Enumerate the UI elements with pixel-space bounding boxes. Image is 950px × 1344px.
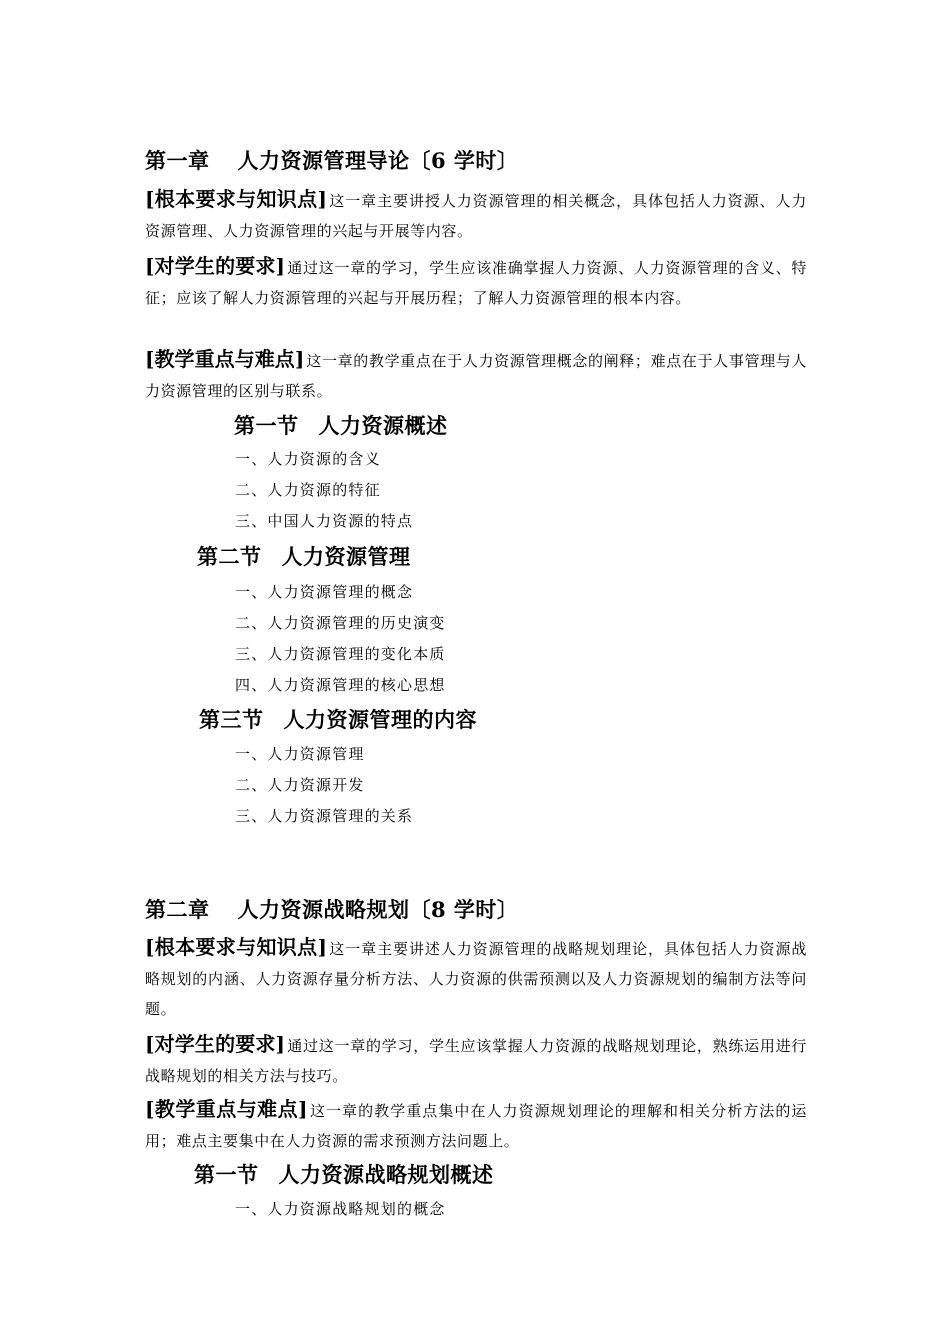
chapter-1-label: 第一章 (145, 148, 210, 173)
chapter-1-section-1-heading (234, 410, 448, 440)
list-item: 三、中国人力资源的特点 (235, 512, 414, 530)
list-item: 二、人力资源管理的历史演变 (235, 614, 446, 632)
list-item: 一、人力资源管理的概念 (235, 583, 414, 601)
section-title: 人力资源管理 (281, 544, 411, 569)
section-label: 第三节 (199, 707, 264, 732)
section-title: 人力资源战略规划概述 (278, 1162, 494, 1187)
student-text: 通过这一章的学习，学生应该准确掌握人力资源、人力资源管理的含义、特征；应该了解人力资源管理的兴起与开展历程；了解人力资源管理的根本内容。 (145, 259, 807, 307)
list-item: 三、人力资源管理的变化本质 (235, 645, 446, 663)
chapter-2-heading (145, 894, 518, 924)
focus-text: 这一章的教学重点集中在人力资源规划理论的理解和相关分析方法的运用；难点主要集中在人力资源的需求预测方法问题上。 (145, 1102, 807, 1150)
chapter-1-heading (145, 145, 518, 175)
student-text: 通过这一章的学习，学生应该掌握人力资源的战略规划理论，熟练运用进行战略规划的相关方法与技巧。 (145, 1037, 807, 1085)
list-item: 一、人力资源的含义 (235, 450, 381, 468)
focus-lead: [教学重点与难点] (145, 347, 305, 371)
chapter-1-section-2-heading (197, 541, 411, 571)
section-label: 第一节 (194, 1162, 259, 1187)
requirements-text: 这一章主要讲授人力资源管理的相关概念，具体包括人力资源、人力资源管理、人力资源管理的兴起与开展等内容。 (145, 192, 807, 240)
chapter-1-requirements (145, 184, 807, 246)
list-item: 二、人力资源开发 (235, 776, 365, 794)
chapter-2-focus (145, 1094, 807, 1156)
student-lead: [对学生的要求] (145, 1032, 286, 1056)
list-item: 四、人力资源管理的核心思想 (235, 676, 446, 694)
chapter-2-section-1-heading (194, 1159, 494, 1189)
requirements-text: 这一章主要讲述人力资源管理的战略规划理论，具体包括人力资源战略规划的内涵、人力资源存量分析方法、人力资源的供需预测以及人力资源规划的编制方法等问题。 (145, 940, 807, 1018)
requirements-lead: [根本要求与知识点] (145, 187, 327, 211)
section-label: 第一节 (234, 413, 299, 438)
chapter-1-title: 人力资源管理导论〔6 学时〕 (237, 148, 519, 173)
list-item: 二、人力资源的特征 (235, 481, 381, 499)
chapter-1-section-3-heading (199, 704, 477, 734)
list-item: 一、人力资源战略规划的概念 (235, 1200, 446, 1218)
chapter-2-label: 第二章 (145, 897, 210, 922)
chapter-2-requirements (145, 932, 807, 1024)
requirements-lead: [根本要求与知识点] (145, 935, 327, 959)
focus-lead: [教学重点与难点] (145, 1097, 308, 1121)
section-title: 人力资源管理的内容 (283, 707, 477, 732)
student-lead: [对学生的要求] (145, 254, 286, 278)
chapter-2-student-requirements (145, 1029, 807, 1091)
section-title: 人力资源概述 (318, 413, 448, 438)
list-item: 三、人力资源管理的关系 (235, 807, 414, 825)
focus-text: 这一章的教学重点在于人力资源管理概念的阐释；难点在于人事管理与人力资源管理的区别与联系。 (145, 352, 808, 400)
chapter-1-focus (145, 344, 807, 406)
section-label: 第二节 (197, 544, 262, 569)
list-item: 一、人力资源管理 (235, 745, 365, 763)
chapter-1-student-requirements (145, 251, 807, 313)
chapter-2-title: 人力资源战略规划〔8 学时〕 (237, 897, 519, 922)
